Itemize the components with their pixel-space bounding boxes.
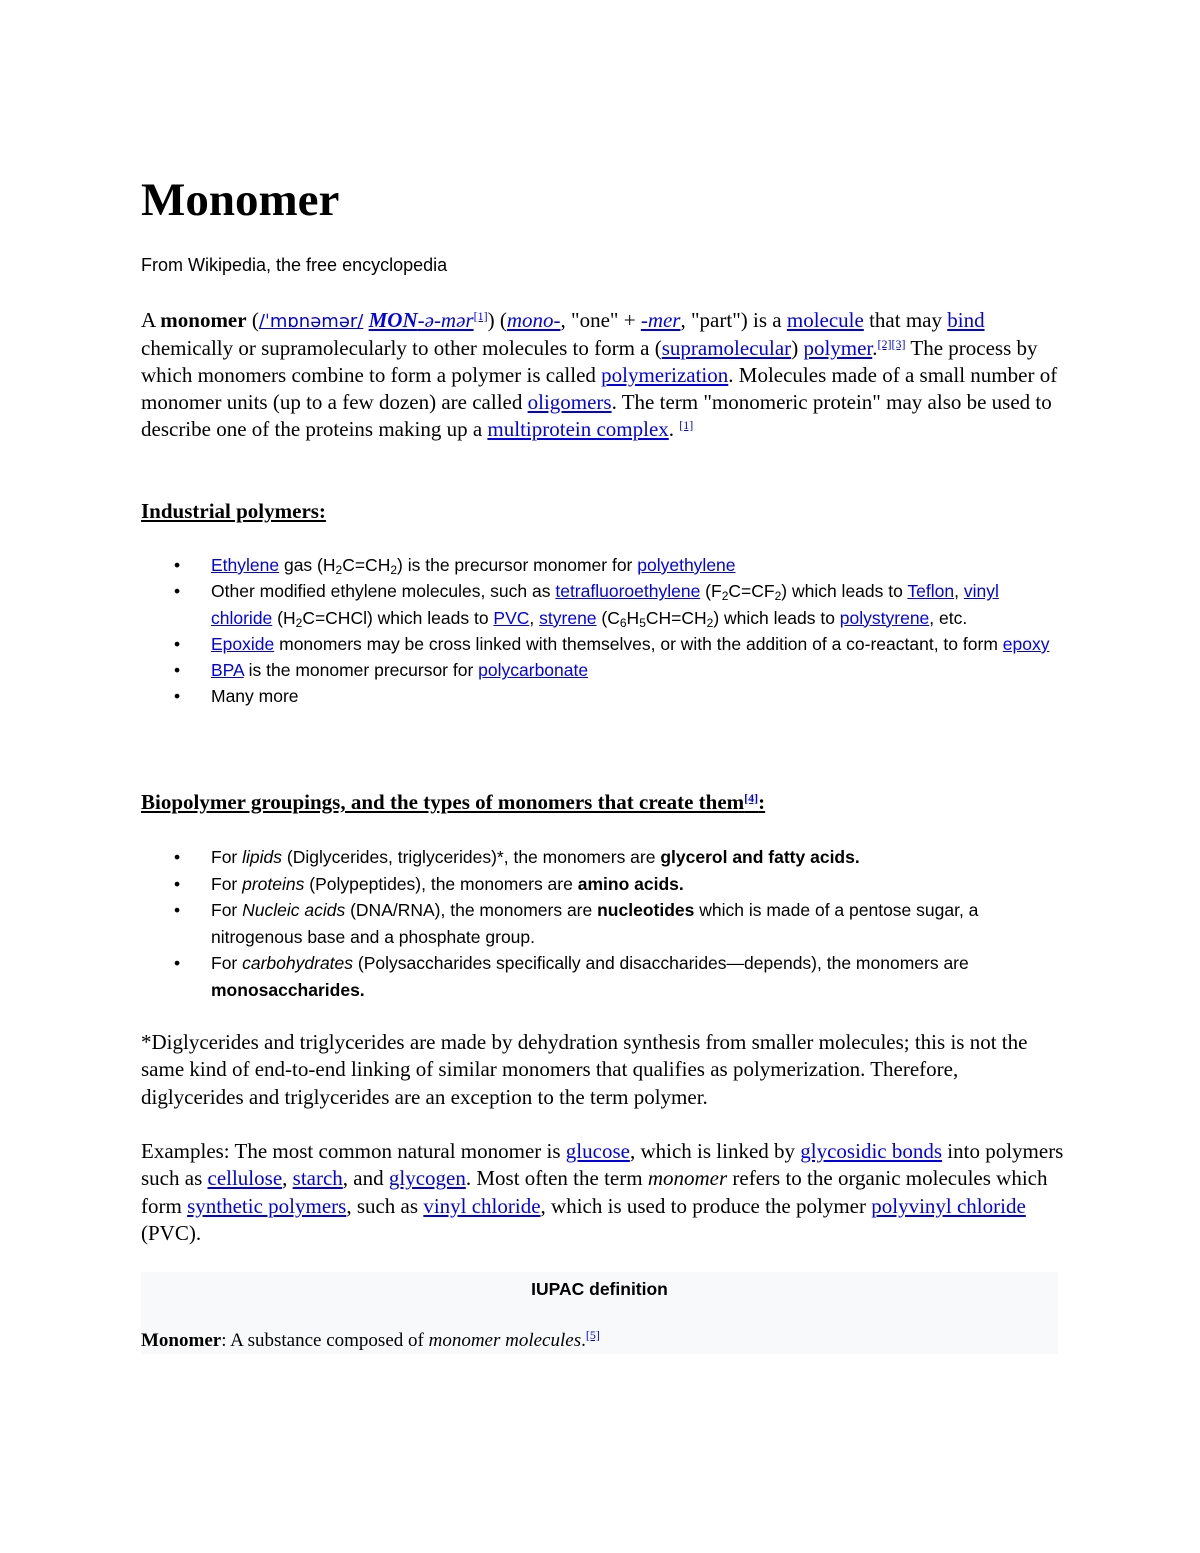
list-item xyxy=(141,631,1061,657)
lead-term: monomer xyxy=(160,308,247,332)
item-emphasis: carbohydrates xyxy=(242,953,354,973)
item-strong: nucleotides xyxy=(597,900,695,920)
item-text: Other modified ethylene molecules, such as xyxy=(211,581,556,602)
citation-link[interactable]: [1] xyxy=(679,418,694,432)
link-ethylene[interactable]: Ethylene xyxy=(211,555,280,575)
examples-text: , xyxy=(282,1166,293,1191)
iupac-definition-box xyxy=(141,1272,1058,1354)
link-molecule[interactable]: molecule xyxy=(786,308,864,332)
link-polymerization[interactable]: polymerization xyxy=(601,363,729,387)
lead-text: A xyxy=(141,308,161,332)
item-text: (Polypeptides), the monomers are xyxy=(304,873,578,894)
list-item xyxy=(141,897,1061,950)
link-cellulose[interactable]: cellulose xyxy=(207,1166,283,1191)
link-starch[interactable]: starch xyxy=(292,1166,343,1191)
examples-text: (PVC). xyxy=(141,1220,202,1245)
item-text: (H xyxy=(272,607,296,628)
link-glycogen[interactable]: glycogen xyxy=(388,1166,466,1191)
item-text: For xyxy=(211,900,243,920)
industrial-list xyxy=(141,552,1061,710)
item-text: (F xyxy=(700,581,722,602)
iupac-text: . xyxy=(581,1330,586,1351)
item-text: gas (H xyxy=(279,555,336,575)
link-oligomers[interactable]: oligomers xyxy=(527,390,612,414)
item-text: ) which leads to xyxy=(781,581,908,602)
lead-text: . Molecules made of a small number of monomer units (up to a few dozen) are called xyxy=(141,363,1058,414)
item-text: , etc. xyxy=(929,607,968,628)
item-text: ) which leads to xyxy=(713,607,840,628)
lead-text: ( xyxy=(246,308,259,332)
item-text: which is made of a pentose sugar, a nitrogenous base and a phosphate group. xyxy=(211,900,979,947)
examples-text: , which is used to produce the polymer xyxy=(540,1193,872,1218)
link-teflon[interactable]: Teflon xyxy=(907,581,955,602)
diglycerides-note: *Diglycerides and triglycerides are made by dehydration synthesis from smaller molecules; this is not the same kind of end-to-end linking of similar monomers that qualifies as polymerization. Therefore, diglycerides and triglycerides are an exception to the term polymer. xyxy=(141,1030,1028,1109)
examples-text: , which is linked by xyxy=(629,1139,801,1163)
bullet-icon: • xyxy=(174,686,181,707)
link-supramolecular[interactable]: supramolecular xyxy=(661,336,792,360)
item-emphasis: lipids xyxy=(242,847,283,867)
bullet-icon: • xyxy=(174,660,181,681)
list-item xyxy=(141,871,1061,898)
subscript: 2 xyxy=(335,563,343,577)
link-bind[interactable]: bind xyxy=(947,308,985,332)
examples-text: Examples: The most common natural monomer is xyxy=(141,1139,566,1163)
item-text: For xyxy=(211,953,243,973)
industrial-heading: Industrial polymers: xyxy=(141,499,326,523)
bullet-icon: • xyxy=(174,633,181,654)
examples-text: into polymers such as xyxy=(141,1139,1064,1191)
subscript: 2 xyxy=(721,589,729,604)
item-text: (Polysaccharides specifically and disaccharides—depends), the monomers are xyxy=(353,953,969,973)
link-pvc[interactable]: PVC xyxy=(493,607,530,628)
item-text: (DNA/RNA), the monomers are xyxy=(345,900,598,920)
list-item xyxy=(141,950,1061,1003)
link-mono-text: mono- xyxy=(506,308,561,332)
item-text: C=CF xyxy=(728,581,775,602)
bullet-icon: • xyxy=(174,900,181,920)
item-text: ) is the precursor monomer for xyxy=(397,555,638,575)
lead-text: The process by which monomers combine to form a polymer is called xyxy=(141,336,1038,387)
list-item xyxy=(141,552,1061,578)
respell-rest: -ə-mər xyxy=(417,308,474,332)
list-item xyxy=(141,844,1061,871)
iupac-emphasis: monomer molecules xyxy=(428,1330,582,1351)
citation-link[interactable]: [4] xyxy=(744,791,759,805)
examples-emphasis: monomer xyxy=(647,1166,728,1191)
item-text: CH=CH xyxy=(645,607,707,628)
item-text: is the monomer precursor for xyxy=(243,660,479,681)
link-epoxide[interactable]: Epoxide xyxy=(211,633,275,654)
respell-stress: MON xyxy=(368,308,418,332)
ipa-link[interactable]: /ˈmɒnəmər/ xyxy=(258,311,364,332)
examples-text: refers to the organic molecules which form xyxy=(141,1166,1048,1218)
list-item xyxy=(141,578,1061,631)
bullet-icon: • xyxy=(174,873,181,894)
item-text: H xyxy=(626,607,640,628)
lead-text: . The term "monomeric protein" may also be used to describe one of the proteins making up a xyxy=(141,390,1052,441)
item-text: (Diglycerides, triglycerides)*, the monomers are xyxy=(282,847,661,867)
subscript: 2 xyxy=(774,589,782,604)
biopolymer-heading-text: Biopolymer groupings, and the types of monomers that create them xyxy=(141,790,745,814)
link-multiprotein-complex[interactable]: multiprotein complex xyxy=(487,417,669,441)
link-glycosidic-bonds[interactable]: glycosidic bonds xyxy=(800,1139,943,1163)
iupac-definition xyxy=(141,1329,600,1353)
lead-text: , "one" + xyxy=(560,308,641,332)
page-subtitle: From Wikipedia, the free encyclopedia xyxy=(141,255,448,275)
link-glucose[interactable]: glucose xyxy=(565,1139,630,1163)
biopolymer-heading-colon: : xyxy=(758,790,766,814)
item-text: For xyxy=(211,847,243,867)
respell-link[interactable] xyxy=(369,308,474,332)
link-mono[interactable] xyxy=(507,308,561,332)
link-synthetic-polymers[interactable]: synthetic polymers xyxy=(187,1193,347,1218)
lead-paragraph xyxy=(141,307,1066,443)
item-strong: amino acids. xyxy=(577,873,684,894)
lead-text: chemically or supramolecularly to other molecules to form a ( xyxy=(141,336,662,360)
citation-link[interactable]: [2][3] xyxy=(877,337,906,351)
link-polycarbonate[interactable]: polycarbonate xyxy=(478,660,589,681)
bullet-icon: • xyxy=(174,581,181,602)
page-title: Monomer xyxy=(141,174,340,226)
link-polystyrene[interactable]: polystyrene xyxy=(839,607,930,628)
citation-link[interactable]: [5] xyxy=(585,1328,600,1342)
bullet-icon: • xyxy=(174,847,181,867)
iupac-text: : A substance composed of xyxy=(221,1330,429,1351)
bullet-icon: • xyxy=(174,953,181,973)
link-vinyl-chloride[interactable]: vinyl chloride xyxy=(423,1193,541,1218)
subscript: 6 xyxy=(619,615,627,630)
item-text: For xyxy=(211,873,243,894)
link-mer[interactable] xyxy=(641,308,681,332)
examples-text: , and xyxy=(342,1166,389,1191)
link-mer-text: -mer xyxy=(640,308,681,332)
item-text: , xyxy=(529,607,540,628)
item-strong: glycerol and fatty acids. xyxy=(660,847,860,867)
examples-text: , such as xyxy=(346,1193,424,1218)
item-text: , xyxy=(954,581,964,602)
link-vinyl-chloride[interactable]: vinyl chloride xyxy=(211,581,999,628)
link-bpa[interactable]: BPA xyxy=(211,660,244,681)
link-polymer[interactable]: polymer xyxy=(803,336,873,360)
item-text: C=CH xyxy=(342,555,391,575)
subscript: 5 xyxy=(639,615,646,630)
item-text: (C xyxy=(596,607,620,628)
item-text: Many more xyxy=(211,686,299,707)
item-emphasis: Nucleic acids xyxy=(242,900,346,920)
link-epoxy[interactable]: epoxy xyxy=(1002,633,1050,654)
citation-link[interactable]: [1] xyxy=(473,309,488,323)
biopolymer-list xyxy=(141,844,1061,1003)
link-polyvinyl-chloride[interactable]: polyvinyl chloride xyxy=(871,1193,1026,1218)
list-item xyxy=(141,683,1061,709)
link-styrene[interactable]: styrene xyxy=(539,607,597,628)
iupac-heading: IUPAC definition xyxy=(531,1279,668,1299)
item-strong: monosaccharides. xyxy=(211,979,365,1000)
lead-text: , "part") is a xyxy=(680,308,787,332)
biopolymer-heading xyxy=(141,789,765,816)
lead-text: . xyxy=(872,336,878,360)
lead-text: that may xyxy=(863,308,948,332)
iupac-term: Monomer xyxy=(141,1330,222,1351)
lead-text: . xyxy=(668,417,680,441)
item-text: monomers may be cross linked with themselves, or with the addition of a co-reactant, to form xyxy=(274,633,1003,654)
link-tetrafluoroethylene[interactable]: tetrafluoroethylene xyxy=(555,581,701,602)
lead-text: ) xyxy=(791,336,804,360)
bullet-icon: • xyxy=(174,555,181,575)
link-polyethylene[interactable]: polyethylene xyxy=(637,555,736,575)
list-item xyxy=(141,657,1061,683)
subscript: 2 xyxy=(295,615,303,630)
item-emphasis: proteins xyxy=(242,873,305,894)
examples-paragraph xyxy=(141,1138,1066,1247)
subscript: 2 xyxy=(390,563,398,577)
lead-text: ) ( xyxy=(487,308,507,332)
subscript: 2 xyxy=(706,615,714,630)
examples-text: . Most often the term xyxy=(465,1166,648,1191)
item-text: C=CHCl) which leads to xyxy=(302,607,494,628)
